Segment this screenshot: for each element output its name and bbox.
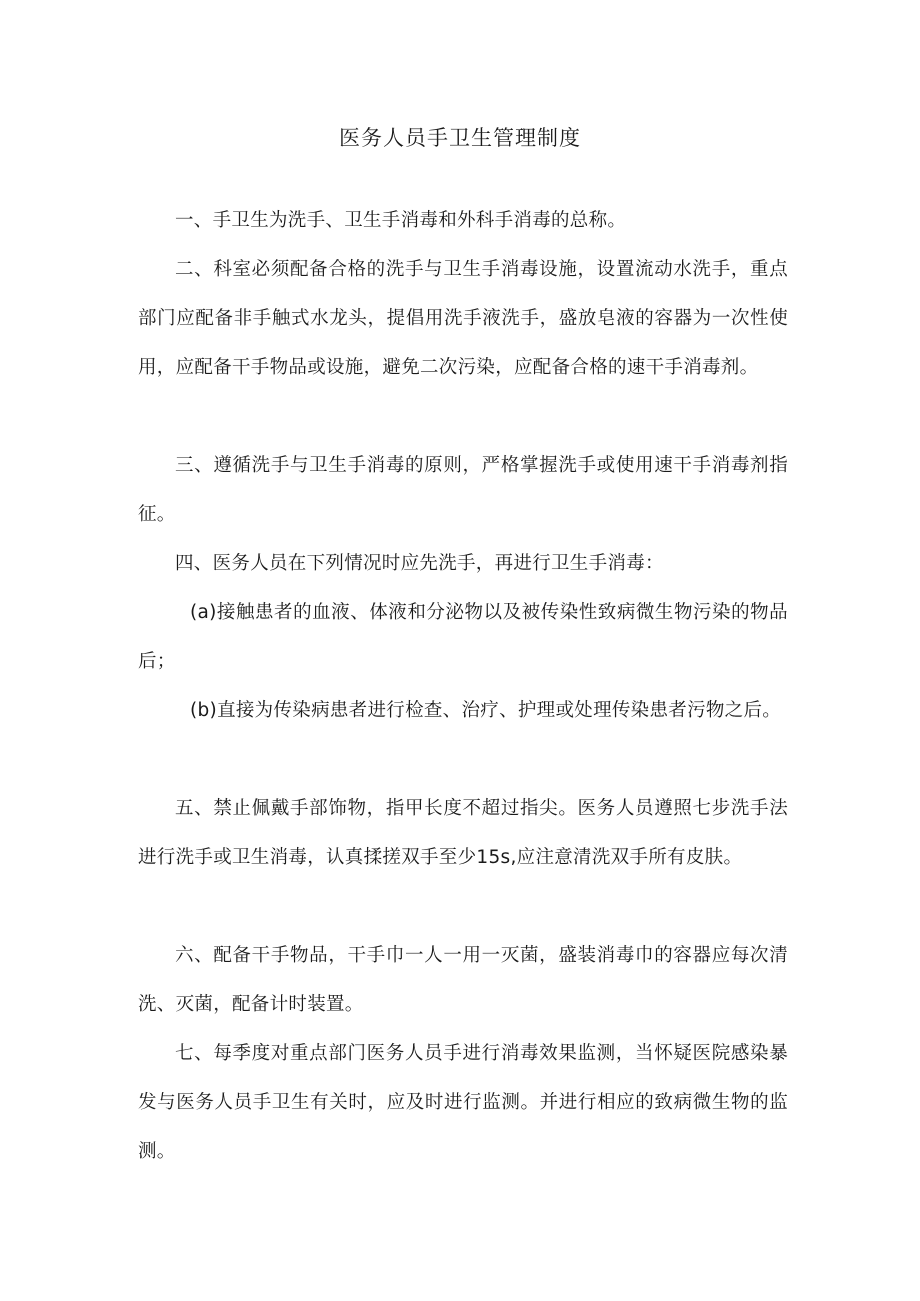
paragraph-4: 四、医务人员在下列情况时应先洗手，再进行卫生手消毒： <box>175 553 664 574</box>
paragraph-1: 一、手卫生为洗手、卫生手消毒和外科手消毒的总称。 <box>175 210 627 231</box>
paragraph-2: 二、科室必须配备合格的洗手与卫生手消毒设施，设置流动水洗手，重点部门应配备非手触式水龙头，提倡用洗手液洗手，盛放皂液的容器为一次性使用，应配备干手物品或设施，避免二次污染，应配备合格的速干手消毒剂。 <box>138 259 788 378</box>
paragraph-3: 三、遵循洗手与卫生手消毒的原则，严格掌握洗手或使用速干手消毒剂指征。 <box>138 455 788 525</box>
paragraph-5: 五、禁止佩戴手部饰物，指甲长度不超过指尖。医务人员遵照七步洗手法进行洗手或卫生消毒，认真揉搓双手至少15s,应注意清洗双手所有皮肤。 <box>138 798 788 868</box>
paragraph-7: 七、每季度对重点部门医务人员手进行消毒效果监测，当怀疑医院感染暴发与医务人员手卫生有关时，应及时进行监测。并进行相应的致病微生物的监测。 <box>138 1043 788 1162</box>
document-title: 医务人员手卫生管理制度 <box>339 126 581 150</box>
paragraph-4a: (a)接触患者的血液、体液和分泌物以及被传染性致病微生物污染的物品后； <box>138 602 788 672</box>
paragraph-4b: (b)直接为传染病患者进行检查、治疗、护理或处理传染患者污物之后。 <box>190 700 782 721</box>
paragraph-6: 六、配备干手物品，干手巾一人一用一灭菌，盛装消毒巾的容器应每次清洗、灭菌，配备计时装置。 <box>138 945 788 1015</box>
